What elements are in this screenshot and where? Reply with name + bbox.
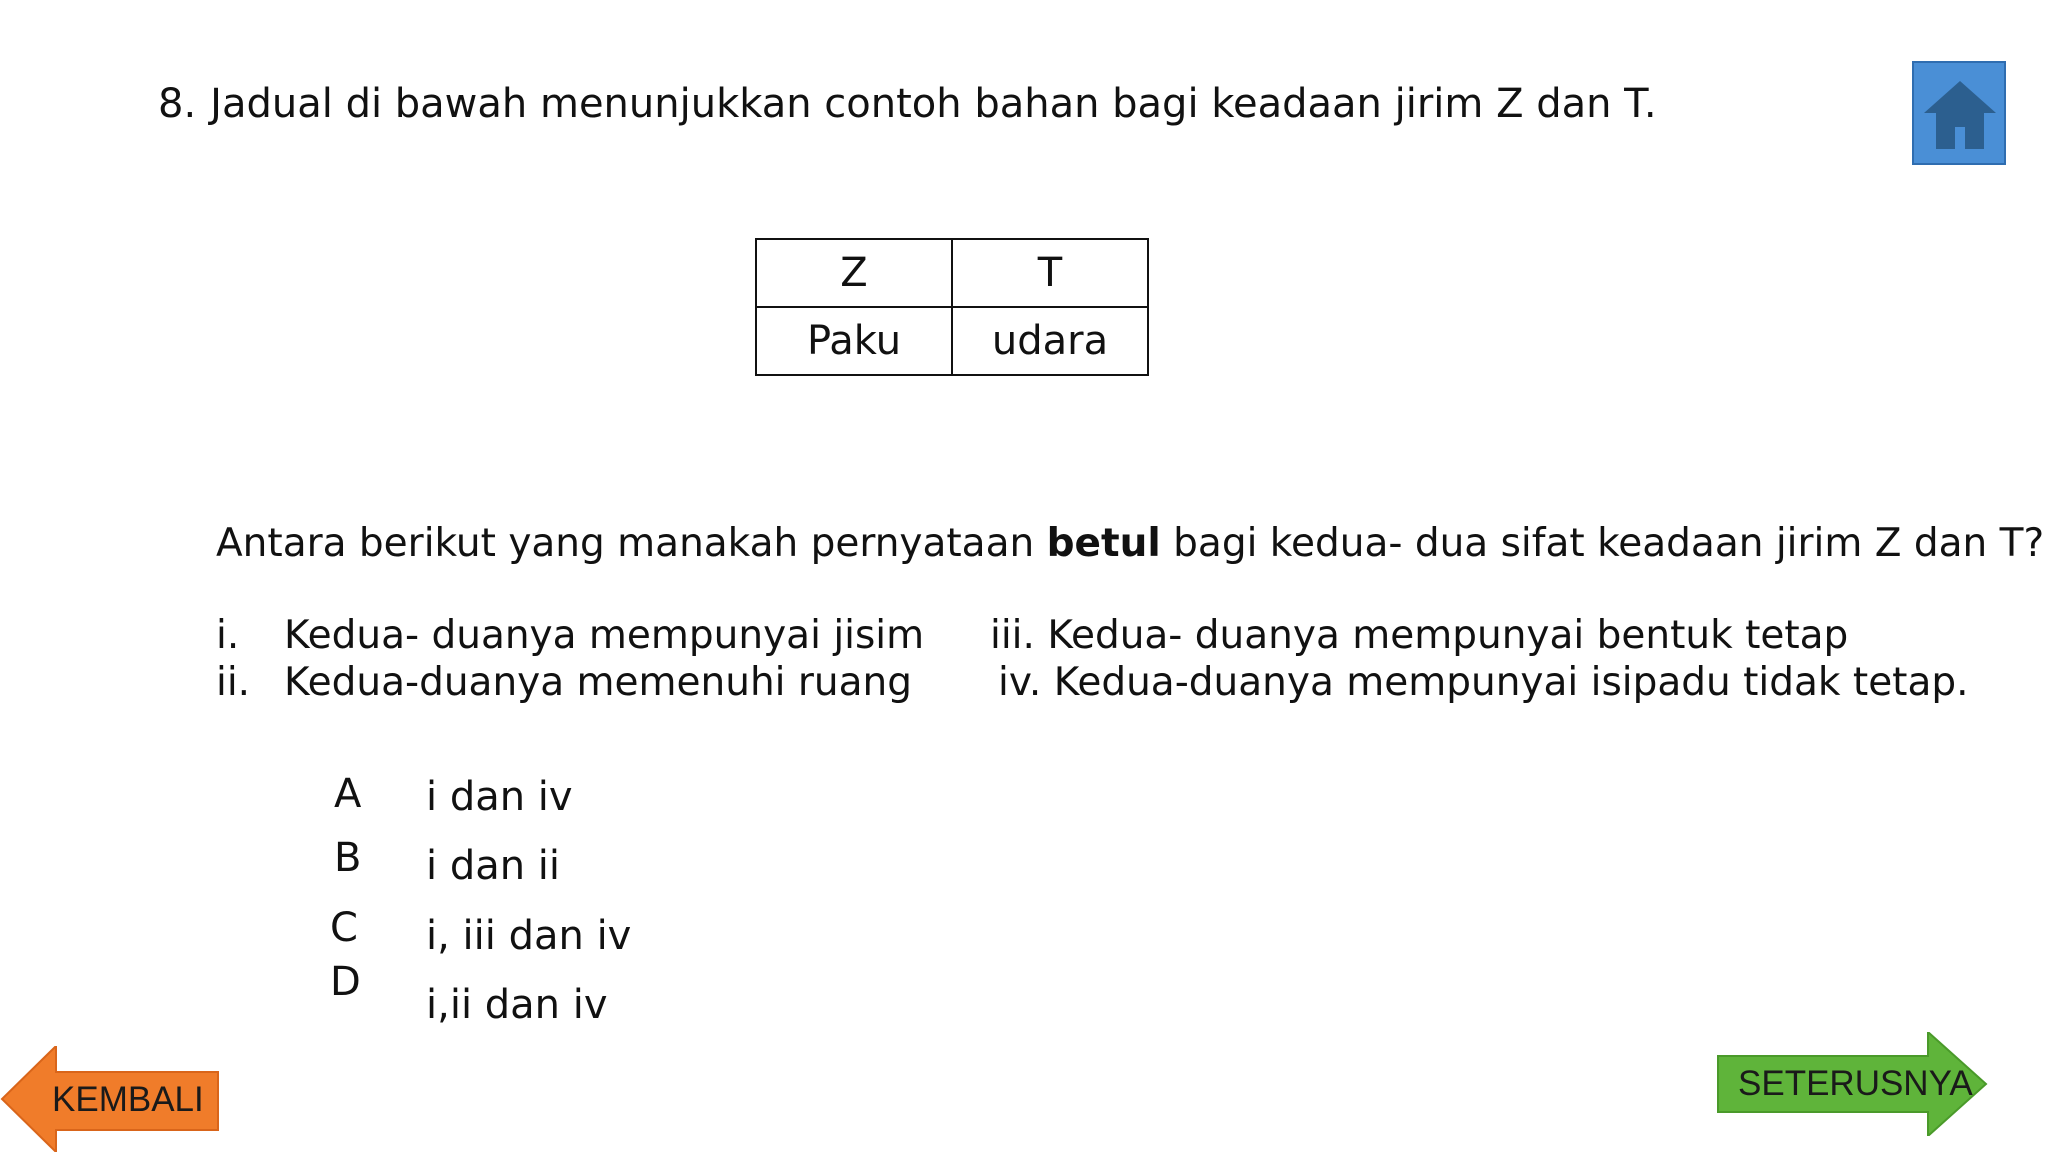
back-button[interactable] xyxy=(0,1046,222,1152)
question-title xyxy=(158,78,1657,130)
table-row xyxy=(756,307,1148,375)
statement-number: iii. xyxy=(990,613,1035,658)
option-d-letter[interactable]: D xyxy=(330,959,361,1005)
statement-text: Kedua-duanya memenuhi ruang xyxy=(284,660,913,705)
option-b-text[interactable]: i dan ii xyxy=(426,843,561,889)
option-a-letter[interactable]: A xyxy=(334,771,362,817)
question-prompt xyxy=(216,518,2044,570)
statement-number: i. xyxy=(216,613,240,658)
option-b-letter[interactable]: B xyxy=(334,835,362,881)
statement-iii xyxy=(990,612,1848,660)
table-cell-z: Paku xyxy=(756,307,952,375)
question-number: 8. xyxy=(158,81,197,127)
table-header-z: Z xyxy=(756,239,952,307)
question-text: Jadual di bawah menunjukkan contoh bahan bagi keadaan jirim Z dan T. xyxy=(210,81,1657,127)
prompt-bold: betul xyxy=(1046,521,1161,566)
home-button[interactable] xyxy=(1912,61,2006,165)
option-d-text[interactable]: i,ii dan iv xyxy=(426,982,608,1028)
statement-text: Kedua-duanya mempunyai isipadu tidak tetap. xyxy=(1053,660,1969,705)
statement-ii xyxy=(216,659,912,707)
next-label: SETERUSNYA xyxy=(1738,1064,1973,1103)
option-c-letter[interactable]: C xyxy=(330,905,358,951)
statement-number: ii. xyxy=(216,660,251,705)
statement-iv xyxy=(998,659,1969,707)
states-table xyxy=(755,238,1149,376)
prompt-after: bagi kedua- dua sifat keadaan jirim Z dan T? xyxy=(1160,521,2045,566)
table-cell-t: udara xyxy=(952,307,1148,375)
option-c-text[interactable]: i, iii dan iv xyxy=(426,913,632,959)
prompt-before: Antara berikut yang manakah pernyataan xyxy=(216,521,1047,566)
statement-text: Kedua- duanya mempunyai bentuk tetap xyxy=(1047,613,1849,658)
home-icon xyxy=(1922,77,1998,153)
statement-text: Kedua- duanya mempunyai jisim xyxy=(284,613,925,658)
statement-i xyxy=(216,612,924,660)
table-header-row xyxy=(756,239,1148,307)
next-button[interactable] xyxy=(1716,1032,1988,1136)
table-header-t: T xyxy=(952,239,1148,307)
option-a-text[interactable]: i dan iv xyxy=(426,774,573,820)
back-label: KEMBALI xyxy=(52,1080,204,1119)
statement-number: iv. xyxy=(998,660,1042,705)
